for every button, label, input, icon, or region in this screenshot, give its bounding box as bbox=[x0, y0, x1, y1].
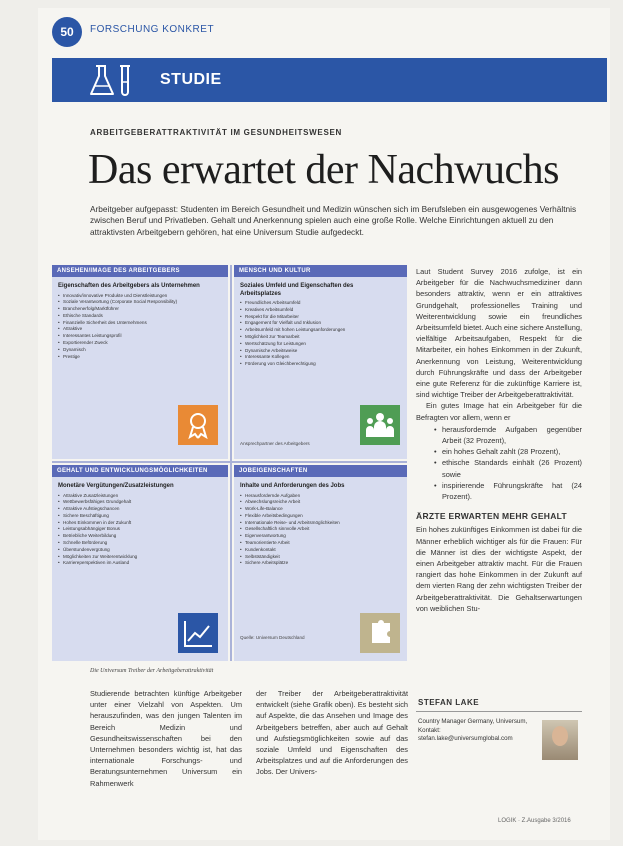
contact-details[interactable]: Country Manager Germany, Universum, Kontakt: stefan.lake@universumglobal.com bbox=[418, 718, 528, 742]
infographic-divider bbox=[52, 461, 407, 463]
contact-box bbox=[416, 692, 582, 788]
list-item: • Abwechslungsreiche Arbeit bbox=[240, 499, 378, 506]
section-label: FORSCHUNG KONKRET bbox=[90, 24, 215, 35]
paragraph: Laut Student Survey 2016 zufolge, ist ein Arbeitgeber für die Nachwuchsmediziner dann besonders attraktiv, wenn er ein attraktives Grundgehalt, professionelles Training und Weiterentwicklung sowie ein freundliches Arbeitsumfeld bietet. Auch eine sichere Anstellung, vielfältige Arbeitsaufgaben, Respekt für die Mitarbeiter, ein hohes Einkommen in der Zukunft, Anerkennung von Leistung, Weiterentwicklung durch Führungskräfte und dass der Arbeitgeber eine gute Referenz für die zukünftige Karriere ist, sind wichtige Treiber der Arbeitgeberattraktivität. bbox=[416, 267, 582, 400]
list-item: • Dynamische Arbeitsweise bbox=[240, 348, 378, 355]
list-item: • Attraktive bbox=[58, 326, 196, 333]
list-item: • Freundliches Arbeitsumfeld bbox=[240, 300, 378, 307]
article-headline: Das erwartet der Nachwuchs bbox=[88, 147, 559, 193]
list-item: • Soziale Verantwortung (Corporate Social Responsibility) bbox=[58, 299, 196, 306]
list-item: • Interessantes Leistungsprofil bbox=[58, 333, 196, 340]
list-item: • Selbstständigkeit bbox=[240, 554, 378, 561]
subheading: ÄRZTE ERWARTEN MEHR GEHALT bbox=[416, 511, 568, 522]
list-item: • Finanzielle Sicherheit des Unternehmens bbox=[58, 320, 196, 327]
box-subtitle: Monetäre Vergütungen/Zusatzleistungen bbox=[58, 483, 174, 489]
list-item: • Exportierender Zweck bbox=[58, 340, 196, 347]
list-item: • Möglichkeiten zur Weiterentwicklung bbox=[58, 554, 196, 561]
magazine-page bbox=[38, 8, 610, 840]
driver-box-job bbox=[234, 465, 407, 661]
infographic-caption: Die Universum Treiber der Arbeitgeberattraktivität bbox=[90, 668, 214, 674]
list-item: • Eigenverantwortung bbox=[240, 533, 378, 540]
team-icon bbox=[360, 405, 400, 445]
list-item: • Flexible Arbeitsbedingungen bbox=[240, 513, 378, 520]
box-note: Ansprechpartner des Arbeitgebers bbox=[240, 441, 310, 446]
list-item: • Förderung von Gleichberechtigung bbox=[240, 361, 378, 368]
infographic-divider bbox=[230, 265, 232, 661]
driver-list bbox=[52, 293, 228, 361]
infographic bbox=[52, 265, 407, 661]
bottom-column-1: Studierende betrachten künftige Arbeitgeber unter einer Vielzahl von Aspekten. Um herauszufinden, was den jungen Talenten im Bereich Medizin und Gesundheitswissenschaften bei den Unternehmen besonders wichtig ist, hat das internationale Forschungs- und Beratungsunternehmen Universum ein Rahmenwerk bbox=[90, 689, 242, 788]
list-item: • Ethische Standards bbox=[58, 313, 196, 320]
page-footer: LOGIK · Z.Ausgabe 3/2016 bbox=[498, 818, 571, 824]
list-item: • Dynamisch bbox=[58, 347, 196, 354]
paragraph: Ein hohes zukünftiges Einkommen ist dabei für die Männer erheblich wichtiger als für die Frauen: Für die Männer ist dies der wichtigste Aspekt, der einen Arbeitgeber attraktiv macht. Für die Frauen rangiert das hohe Einkommen in der Zukunft auf dem vierten Rang der zehn wichtigsten Treiber der Arbeitgeberattraktivität. Die Gehaltserwartungen von weiblichen Stu- bbox=[416, 525, 582, 613]
list-item: • Wettbewerbsfähiges Grundgehalt bbox=[58, 499, 196, 506]
driver-list bbox=[234, 493, 407, 568]
driver-box-culture bbox=[234, 265, 407, 459]
box-subtitle: Eigenschaften des Arbeitgebers als Unternehmen bbox=[58, 283, 200, 289]
article-kicker: ARBEITGEBERATTRAKTIVITÄT IM GESUNDHEITSWESEN bbox=[90, 128, 342, 137]
flask-icon bbox=[86, 62, 142, 98]
list-item: • Interessante Kollegen bbox=[240, 354, 378, 361]
list-item: • ethische Standards einhält (26 Prozent) sowie bbox=[434, 457, 582, 479]
category-banner bbox=[52, 58, 607, 102]
list-item: • Internationale Reise- und Arbeitsmöglichkeiten bbox=[240, 520, 378, 527]
list-item: • Arbeitsumfeld mit hohen Leistungsanforderungen bbox=[240, 327, 378, 334]
list-item: • inspirierende Führungskräfte hat (24 Prozent). bbox=[434, 480, 582, 502]
list-item: • Betriebliche Weiterbildung bbox=[58, 533, 196, 540]
list-item: • Work-Life-Balance bbox=[240, 506, 378, 513]
box-title: GEHALT UND ENTWICKLUNGSMÖGLICHKEITEN bbox=[52, 465, 228, 477]
driver-box-salary bbox=[52, 465, 228, 661]
box-subtitle: Inhalte und Anforderungen des Jobs bbox=[240, 483, 345, 489]
box-subtitle: Soziales Umfeld und Eigenschaften des Arbeitsplatzes bbox=[240, 283, 354, 297]
driver-list bbox=[52, 493, 228, 568]
article-intro: Arbeitgeber aufgepasst: Studenten im Bereich Gesundheit und Medizin wünschen sich im Berufsleben ein ausgewogenes Verhältnis zwischen Beruf und Privatleben. Gehalt und Anerkennung spielen auch eine große Rolle. Welche Einrichtungen aktuell zu den attraktivsten Arbeitgebern gehören, hat eine Universum Studie aufgedeckt. bbox=[90, 204, 577, 237]
list-item: • Kreatives Arbeitsumfeld bbox=[240, 307, 378, 314]
driver-box-image bbox=[52, 265, 228, 459]
page-number: 50 bbox=[52, 17, 82, 47]
box-title: ANSEHEN/IMAGE DES ARBEITGEBERS bbox=[52, 265, 228, 277]
award-icon bbox=[178, 405, 218, 445]
list-item: • Innovativ/innovative Produkte und Dienstleistungen bbox=[58, 293, 196, 300]
puzzle-icon bbox=[360, 613, 400, 653]
box-note: Quelle: Universum Deutschland bbox=[240, 635, 305, 640]
list-item: • herausfordernde Aufgaben gegenüber Arbeit (32 Prozent), bbox=[434, 424, 582, 446]
list-item: • Hohes Einkommen in der Zukunft bbox=[58, 520, 196, 527]
list-item: • Respekt für die Mitarbeiter bbox=[240, 314, 378, 321]
list-item: • Sichere Arbeitsplätze bbox=[240, 560, 378, 567]
list-item: • Sichere Beschäftigung bbox=[58, 513, 196, 520]
list-item: • Wertschätzung für Leistungen bbox=[240, 341, 378, 348]
category-label: STUDIE bbox=[160, 71, 222, 88]
contact-name: STEFAN LAKE bbox=[416, 692, 582, 712]
bullet-list bbox=[416, 424, 582, 502]
list-item: • Schnelle Beförderung bbox=[58, 540, 196, 547]
list-item: • Branchenerfolg/Marktführer bbox=[58, 306, 196, 313]
box-title: JOBEIGENSCHAFTEN bbox=[234, 465, 407, 477]
bottom-column-2: der Treiber der Arbeitgeberattraktivität entwickelt (siehe Grafik oben). Es besteht sich auf Aspekte, die das Ansehen und Image des Arbeitgebers betreffen, aber auch auf Gehalt und Aufstiegsmöglichkeiten sowie auf das soziale Umfeld und Eigenschaften des Arbeitsplatzes und auf die Anforderungen des Jobs. Der Univers- bbox=[256, 689, 408, 777]
list-item: • Herausfordernde Aufgaben bbox=[240, 493, 378, 500]
list-item: • Attraktive Aufstiegschancen bbox=[58, 506, 196, 513]
list-item: • Prestige bbox=[58, 354, 196, 361]
list-item: • ein hohes Gehalt zahlt (28 Prozent), bbox=[434, 446, 582, 457]
growth-chart-icon bbox=[178, 613, 218, 653]
list-item: • Möglichkeit zur Teamarbeit bbox=[240, 334, 378, 341]
list-item: • Überstundenvergütung bbox=[58, 547, 196, 554]
list-item: • Teamorientierte Arbeit bbox=[240, 540, 378, 547]
list-item: • Engagement für Vielfalt und Inklusion bbox=[240, 320, 378, 327]
list-item: • Kundenkontakt bbox=[240, 547, 378, 554]
list-item: • Attraktive Zusatzleistungen bbox=[58, 493, 196, 500]
list-item: • Gesellschaftlich sinnvolle Arbeit bbox=[240, 526, 378, 533]
list-item: • Leistungsabhängiger Bonus bbox=[58, 526, 196, 533]
right-column bbox=[416, 266, 582, 614]
driver-list bbox=[234, 300, 407, 368]
list-item: • Karriereperspektiven im Ausland bbox=[58, 560, 196, 567]
box-title: MENSCH UND KULTUR bbox=[234, 265, 407, 277]
contact-portrait bbox=[542, 720, 578, 760]
paragraph: Ein gutes Image hat ein Arbeitgeber für die Befragten vor allem, wenn er bbox=[416, 401, 582, 422]
